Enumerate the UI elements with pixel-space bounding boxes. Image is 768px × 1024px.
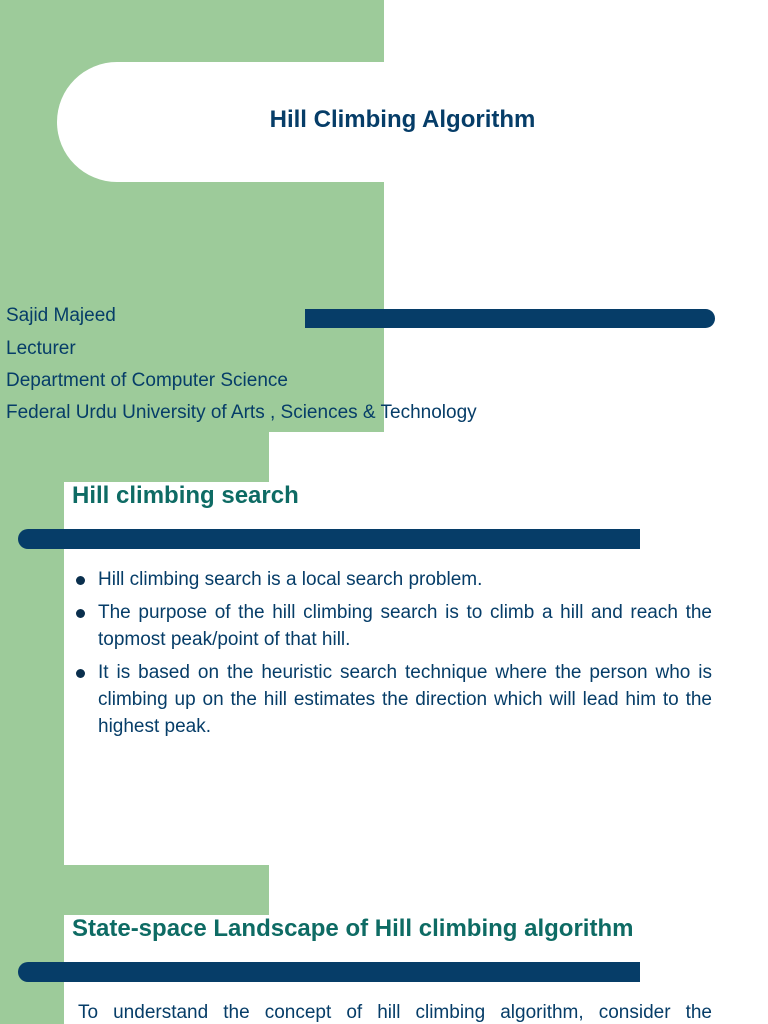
slide-title: Hill Climbing Algorithm	[269, 106, 536, 133]
author-department: Department of Computer Science	[6, 370, 288, 391]
bullet-dot-icon	[76, 576, 85, 585]
bullet-item	[76, 659, 712, 740]
body-text: To understand the concept of hill climbing algorithm, consider the	[78, 1002, 712, 1023]
navy-divider-bar	[305, 309, 715, 328]
green-accent-side	[0, 865, 64, 1024]
slide-heading: Hill climbing search	[72, 482, 299, 509]
slide-heading: State-space Landscape of Hill climbing algorithm	[72, 915, 634, 942]
bullet-text: Hill climbing search is a local search problem.	[98, 569, 483, 590]
content-slide-hill-climbing-search	[0, 432, 768, 865]
bullet-item	[76, 599, 712, 653]
author-position: Lecturer	[6, 338, 76, 359]
bullet-text: It is based on the heuristic search technique where the person who is climbing up on the hill estimates the direction which will lead him to the highest peak.	[98, 662, 712, 737]
bullet-dot-icon	[76, 669, 85, 678]
author-university: Federal Urdu University of Arts , Sciences & Technology	[6, 402, 477, 423]
green-accent-side	[0, 432, 64, 865]
content-slide-state-space	[0, 865, 768, 1024]
bullet-item	[76, 566, 712, 593]
title-slide	[0, 0, 768, 432]
navy-divider-bar	[18, 962, 640, 982]
navy-divider-bar	[18, 529, 640, 549]
bullet-text: The purpose of the hill climbing search is to climb a hill and reach the topmost peak/point of that hill.	[98, 602, 712, 650]
bullet-list	[76, 566, 712, 746]
author-name: Sajid Majeed	[6, 305, 116, 326]
bullet-dot-icon	[76, 609, 85, 618]
